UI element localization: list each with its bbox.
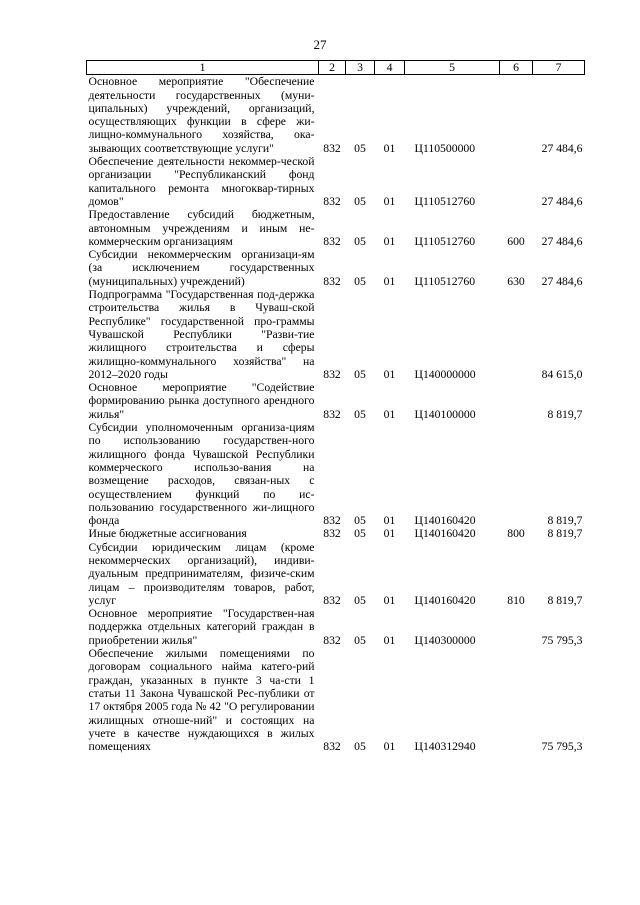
expense-type-cell: 800 (507, 527, 525, 541)
ministry-code-cell: 832 (323, 633, 341, 647)
amount-cell: 8 819,7 (547, 593, 583, 607)
target-article-cell: Ц140160420 (414, 593, 476, 607)
subsection-code-cell: 01 (383, 527, 396, 541)
subsection-code-cell: 01 (383, 234, 396, 248)
section-code-cell: 05 (354, 514, 366, 528)
expense-type-cell (500, 421, 533, 527)
row-name-cell: Субсидии юридическим лицам (кроме некоммерческих организаций), индиви-дуальным предпринимателям, физиче-ским лицам – производителям товаров, работ, услуг (88, 540, 315, 607)
header-cell: 7 (533, 61, 585, 75)
ministry-code-cell: 832 (323, 407, 341, 421)
subsection-code-cell: 01 (383, 194, 396, 208)
table-row (87, 647, 585, 753)
budget-table (86, 60, 585, 753)
target-article-cell: Ц140000000 (414, 367, 476, 381)
header-cell: 5 (405, 61, 500, 75)
row-name-cell: Иные бюджетные ассигнования (88, 527, 247, 541)
row-name-cell: Обеспечение жилыми помещениями по договорам социального найма катего-рий граждан, указанных в пункте 3 ча-сти 1 статьи 11 Закона Чувашской Рес-публики от 17 октября 2005 года № 42 "О регулировании жилищных отноше-ний" и состоящих на учете в качестве нуждающихся в жилых помещениях (88, 647, 315, 754)
subsection-code-cell: 01 (383, 274, 396, 288)
table-row (87, 541, 585, 607)
target-article-cell: Ц140100000 (414, 407, 476, 421)
amount-cell: 84 615,0 (541, 367, 583, 381)
table-row (87, 607, 585, 647)
target-article-cell: Ц140300000 (414, 633, 476, 647)
row-name-cell: Основное мероприятие "Государствен-ная поддержка отдельных категорий граждан в приобретении жилья" (88, 607, 315, 647)
table-row (87, 75, 585, 155)
header-cell: 2 (319, 61, 346, 75)
row-name-cell: Субсидии уполномоченным организа-циям по использованию государствен-ного жилищного фонда Чувашской Республики коммерческого использо-вания на возмещение расходов, связан-ных с осуществлением функций по ис-пользованию государственного жи-лищного фонда (88, 421, 315, 528)
target-article-cell: Ц110512760 (414, 194, 476, 208)
table-row (87, 288, 585, 381)
target-article-cell: Ц140160420 (414, 514, 476, 528)
expense-type-cell (500, 288, 533, 381)
row-name-cell: Субсидии некоммерческим организаци-ям (за исключением государственных (муниципальных) учреждений) (88, 248, 315, 288)
row-name-cell: Обеспечение деятельности некоммер-ческой организации "Республиканский фонд капитального ремонта многоквар-тирных домов" (88, 155, 315, 208)
table-row (87, 155, 585, 208)
table-row (87, 421, 585, 527)
table-row (87, 248, 585, 288)
section-code-cell: 05 (354, 633, 366, 647)
ministry-code-cell: 832 (323, 514, 341, 528)
section-code-cell: 05 (354, 407, 366, 421)
amount-cell: 8 819,7 (547, 514, 583, 528)
ministry-code-cell: 832 (323, 194, 341, 208)
amount-cell: 27 484,6 (541, 274, 583, 288)
section-code-cell: 05 (354, 740, 366, 754)
subsection-code-cell: 01 (383, 367, 396, 381)
ministry-code-cell: 832 (323, 141, 341, 155)
table-header-row (87, 61, 585, 75)
header-cell: 6 (500, 61, 533, 75)
section-code-cell: 05 (354, 527, 366, 541)
section-code-cell: 05 (354, 234, 366, 248)
page-number: 27 (313, 37, 327, 52)
expense-type-cell (500, 75, 533, 155)
target-article-cell: Ц110500000 (414, 141, 476, 155)
target-article-cell: Ц110512760 (414, 274, 476, 288)
amount-cell: 27 484,6 (541, 194, 583, 208)
table-row (87, 208, 585, 248)
ministry-code-cell: 832 (323, 367, 341, 381)
amount-cell: 27 484,6 (541, 234, 583, 248)
expense-type-cell (500, 647, 533, 753)
ministry-code-cell: 832 (323, 527, 341, 541)
subsection-code-cell: 01 (383, 593, 396, 607)
amount-cell: 8 819,7 (547, 407, 583, 421)
expense-type-cell (500, 155, 533, 208)
amount-cell: 8 819,7 (547, 527, 583, 541)
subsection-code-cell: 01 (383, 633, 396, 647)
section-code-cell: 05 (354, 367, 366, 381)
target-article-cell: Ц140160420 (414, 527, 476, 541)
subsection-code-cell: 01 (383, 407, 396, 421)
subsection-code-cell: 01 (383, 141, 396, 155)
expense-type-cell: 630 (507, 274, 525, 288)
header-cell: 4 (375, 61, 405, 75)
ministry-code-cell: 832 (323, 274, 341, 288)
target-article-cell: Ц110512760 (414, 234, 476, 248)
amount-cell: 27 484,6 (541, 141, 583, 155)
row-name-cell: Подпрограмма "Государственная под-держка строительства жилья в Чуваш-ской Республике" государственной про-граммы Чувашской Республики "Разви-тие жилищного строительства и сферы жилищно-коммунального хозяйства" на 2012–2020 годы (88, 288, 315, 381)
ministry-code-cell: 832 (323, 234, 341, 248)
table-row (87, 527, 585, 540)
section-code-cell: 05 (354, 274, 366, 288)
amount-cell: 75 795,3 (541, 740, 583, 754)
ministry-code-cell: 832 (323, 593, 341, 607)
section-code-cell: 05 (354, 141, 366, 155)
ministry-code-cell: 832 (323, 740, 341, 754)
row-name-cell: Предоставление субсидий бюджетным, автономным учреждениям и иным не-коммерческим организациям (88, 208, 315, 248)
section-code-cell: 05 (354, 194, 366, 208)
row-name-cell: Основное мероприятие "Содействие формированию рынка доступного арендного жилья" (88, 381, 315, 421)
expense-type-cell: 600 (507, 234, 525, 248)
header-cell: 3 (346, 61, 375, 75)
table-row (87, 381, 585, 421)
subsection-code-cell: 01 (383, 514, 396, 528)
expense-type-cell (500, 381, 533, 421)
subsection-code-cell: 01 (383, 740, 396, 754)
row-name-cell: Основное мероприятие "Обеспечение деятельности государственных (муни-ципальных) учреждений, организаций, осуществляющих функции в сфере жи-лищно-коммунального хозяйства, ока-зывающих соответствующие услуги" (88, 75, 315, 155)
target-article-cell: Ц140312940 (414, 740, 476, 754)
amount-cell: 75 795,3 (541, 633, 583, 647)
header-cell: 1 (87, 61, 319, 75)
expense-type-cell (500, 607, 533, 647)
section-code-cell: 05 (354, 593, 366, 607)
expense-type-cell: 810 (507, 593, 525, 607)
